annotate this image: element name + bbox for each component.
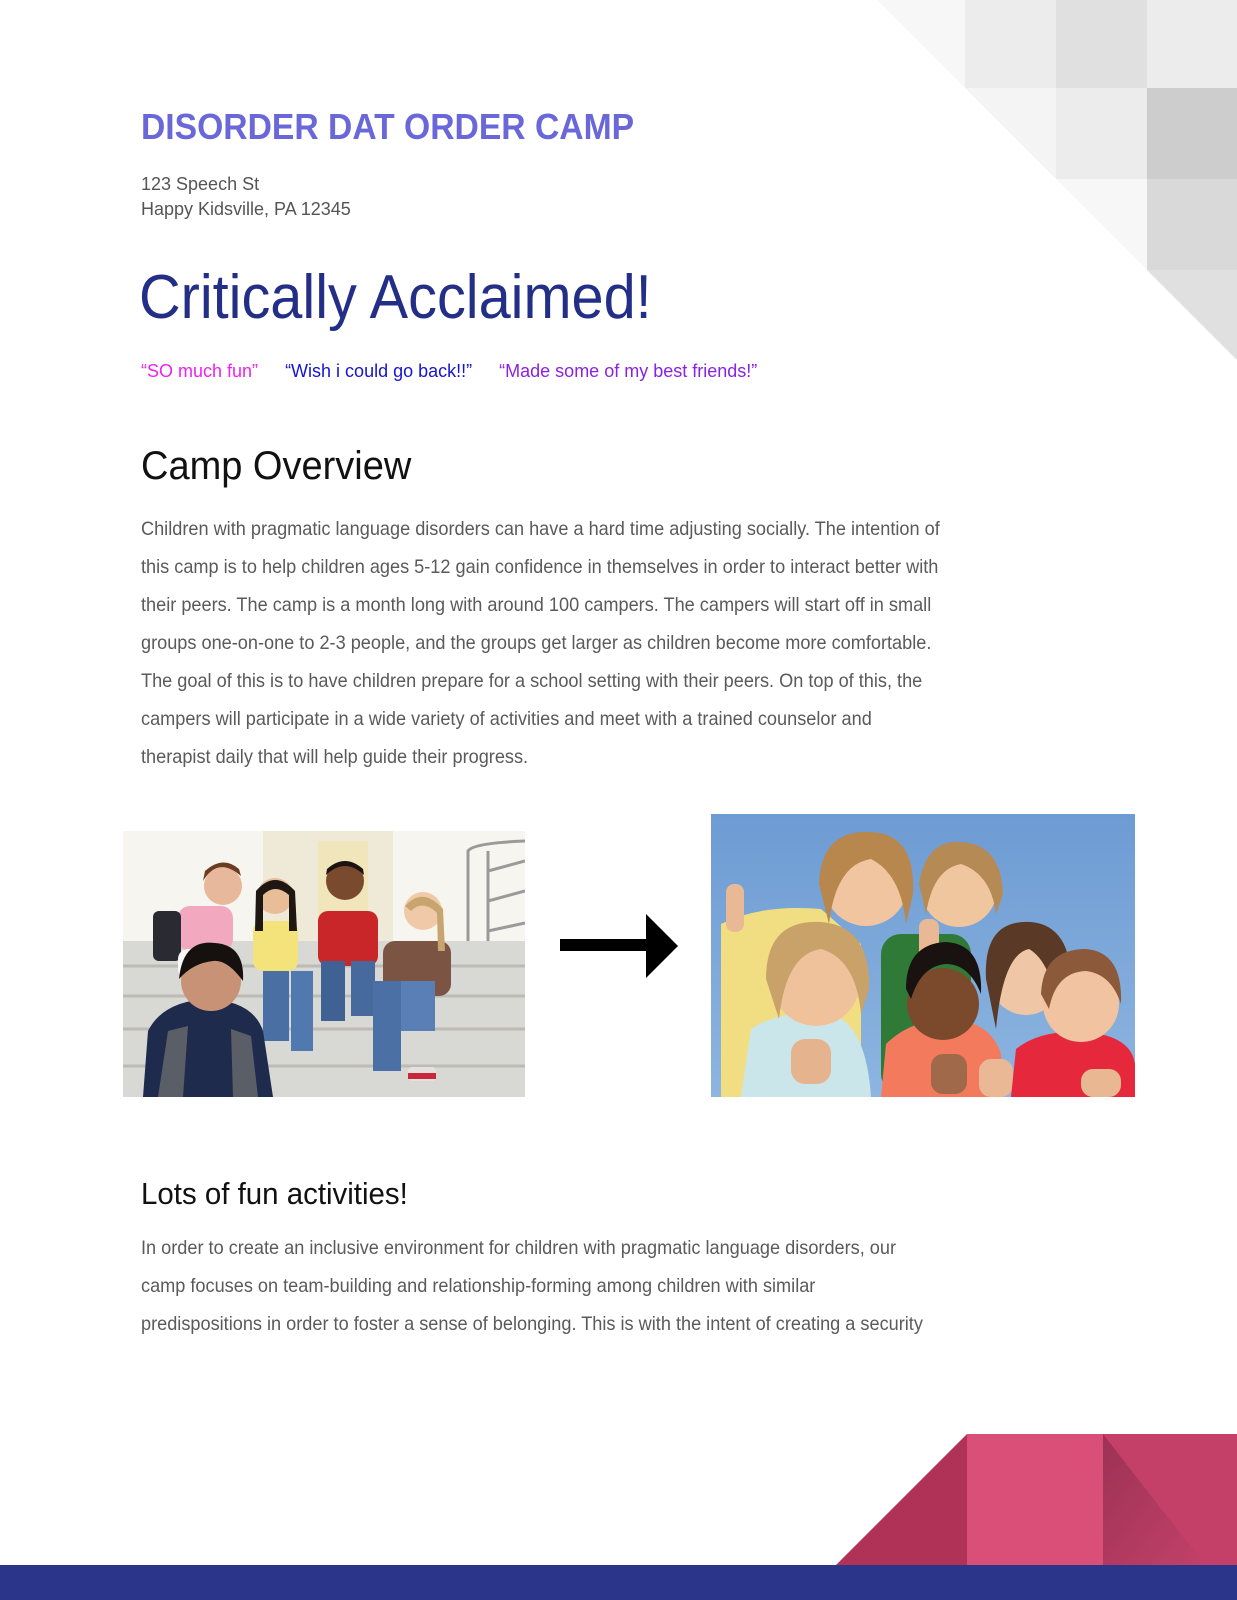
paragraph-line: camp focuses on team-building and relationship-forming among children with similar [141,1275,816,1297]
organization-name: DISORDER DAT ORDER CAMP [141,106,635,147]
testimonial-quotes [141,361,779,382]
paragraph-line: campers will participate in a wide variety of activities and meet with a trained counselor and [141,708,872,730]
paragraph-line: groups one-on-one to 2-3 people, and the groups get larger as children become more comfortable. [141,632,932,654]
testimonial-quote-1: “SO much fun” [141,361,259,381]
children-on-stairs-photo [123,831,525,1097]
section-heading-overview: Camp Overview [141,444,412,488]
paragraph-line: their peers. The camp is a month long with around 100 campers. The campers will start off in small [141,594,932,616]
decorative-corner-bottom-right [820,1420,1237,1570]
testimonial-quote-3: “Made some of my best friends!” [499,361,758,381]
paragraph-line: this camp is to help children ages 5-12 gain confidence in themselves in order to interact better with [141,556,939,578]
arrow-right-icon [558,910,680,982]
decorative-corner-top-right [860,0,1237,370]
address-city: Happy Kidsville, PA 12345 [141,199,351,219]
paragraph-line: Children with pragmatic language disorders can have a hard time adjusting socially. The intention of [141,518,940,540]
hero-title: Critically Acclaimed! [139,263,652,332]
paragraph-line: In order to create an inclusive environment for children with pragmatic language disorders, our [141,1237,897,1259]
kids-thumbs-up-photo [711,814,1135,1097]
testimonial-quote-2: “Wish i could go back!!” [285,361,473,381]
address-block [141,172,351,222]
overview-paragraph [141,510,1101,776]
section-heading-activities: Lots of fun activities! [141,1176,408,1211]
paragraph-line: predispositions in order to foster a sense of belonging. This is with the intent of creating a security [141,1313,923,1335]
paragraph-line: therapist daily that will help guide their progress. [141,746,529,768]
address-street: 123 Speech St [141,174,260,194]
footer-bar [0,1565,1237,1600]
activities-paragraph [141,1229,1101,1343]
paragraph-line: The goal of this is to have children prepare for a school setting with their peers. On top of this, the [141,670,923,692]
